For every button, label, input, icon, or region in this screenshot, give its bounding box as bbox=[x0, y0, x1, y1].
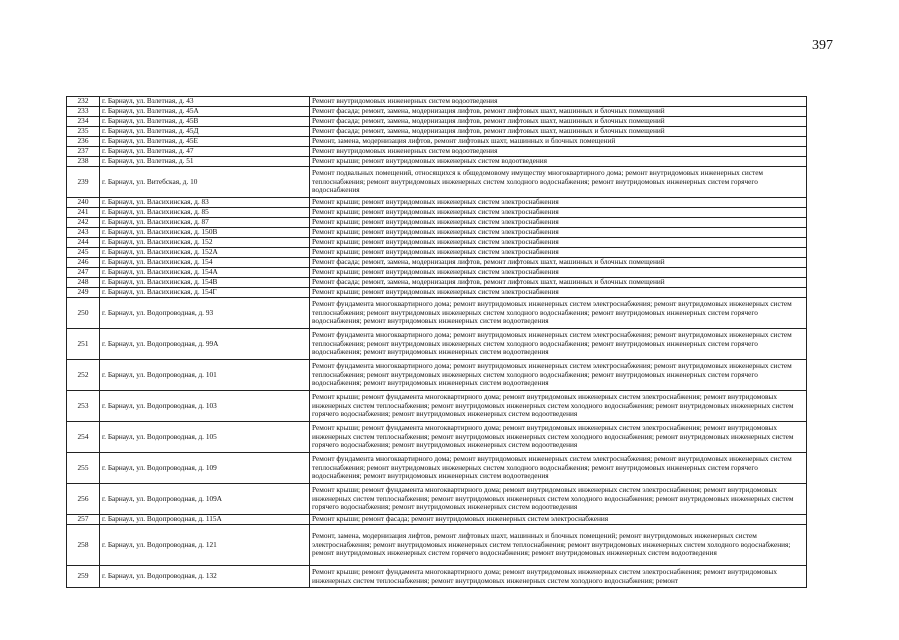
address-cell: г. Барнаул, ул. Взлетная, д. 45Е bbox=[100, 137, 310, 147]
row-number-cell: 235 bbox=[67, 127, 100, 137]
row-number-cell: 256 bbox=[67, 484, 100, 515]
address-cell: г. Барнаул, ул. Водопроводная, д. 121 bbox=[100, 525, 310, 566]
works-cell: Ремонт фасада; ремонт, замена, модернизация лифтов, ремонт лифтовых шахт, машинных и блочных помещений bbox=[310, 258, 807, 268]
table-row bbox=[67, 391, 807, 422]
works-cell: Ремонт крыши; ремонт внутридомовых инженерных систем электроснабжения bbox=[310, 268, 807, 278]
address-cell: г. Барнаул, ул. Водопроводная, д. 132 bbox=[100, 566, 310, 588]
table-row bbox=[67, 288, 807, 298]
address-cell: г. Барнаул, ул. Водопроводная, д. 115А bbox=[100, 515, 310, 525]
works-cell: Ремонт внутридомовых инженерных систем водоотведения bbox=[310, 97, 807, 107]
table-row bbox=[67, 248, 807, 258]
row-number-cell: 234 bbox=[67, 117, 100, 127]
table-row bbox=[67, 422, 807, 453]
address-cell: г. Барнаул, ул. Водопроводная, д. 109 bbox=[100, 453, 310, 484]
address-cell: г. Барнаул, ул. Взлетная, д. 45А bbox=[100, 107, 310, 117]
address-cell: г. Барнаул, ул. Водопроводная, д. 109А bbox=[100, 484, 310, 515]
works-cell: Ремонт фундамента многоквартирного дома; ремонт внутридомовых инженерных систем электроснабжения; ремонт внутридомовых инженерных систем теплоснабжения; ремонт внутридомовых инженерных систем холодного водоснабжения; ремонт внутридомовых инженерных систем горячего водоснабжения; ремонт внутридомовых инженерных систем водоотведения bbox=[310, 329, 807, 360]
row-number-cell: 239 bbox=[67, 167, 100, 198]
address-cell: г. Барнаул, ул. Власихинская, д. 154А bbox=[100, 268, 310, 278]
works-cell: Ремонт фасада; ремонт, замена, модернизация лифтов, ремонт лифтовых шахт, машинных и блочных помещений bbox=[310, 127, 807, 137]
works-cell: Ремонт крыши; ремонт фундамента многоквартирного дома; ремонт внутридомовых инженерных систем электроснабжения; ремонт внутридомовых инженерных систем теплоснабжения; ремонт внутридомовых инженерных систем холодного водоснабжения; ремонт bbox=[310, 566, 807, 588]
row-number-cell: 243 bbox=[67, 228, 100, 238]
row-number-cell: 236 bbox=[67, 137, 100, 147]
table-row bbox=[67, 157, 807, 167]
address-cell: г. Барнаул, ул. Власихинская, д. 150В bbox=[100, 228, 310, 238]
table-row bbox=[67, 198, 807, 208]
page-number: 397 bbox=[812, 38, 833, 53]
works-cell: Ремонт крыши; ремонт фундамента многоквартирного дома; ремонт внутридомовых инженерных систем электроснабжения; ремонт внутридомовых инженерных систем теплоснабжения; ремонт внутридомовых инженерных систем холодного водоснабжения; ремонт внутридомовых инженерных систем горячего водоснабжения; ремонт внутридомовых инженерных систем водоотведения bbox=[310, 391, 807, 422]
table-row bbox=[67, 127, 807, 137]
table-row bbox=[67, 218, 807, 228]
works-cell: Ремонт внутридомовых инженерных систем водоотведения bbox=[310, 147, 807, 157]
address-cell: г. Барнаул, ул. Взлетная, д. 51 bbox=[100, 157, 310, 167]
table-body bbox=[67, 97, 807, 588]
row-number-cell: 258 bbox=[67, 525, 100, 566]
row-number-cell: 240 bbox=[67, 198, 100, 208]
address-cell: г. Барнаул, ул. Водопроводная, д. 93 bbox=[100, 298, 310, 329]
address-cell: г. Барнаул, ул. Власихинская, д. 154В bbox=[100, 278, 310, 288]
row-number-cell: 247 bbox=[67, 268, 100, 278]
table-row bbox=[67, 360, 807, 391]
works-cell: Ремонт фасада; ремонт, замена, модернизация лифтов, ремонт лифтовых шахт, машинных и блочных помещений bbox=[310, 278, 807, 288]
row-number-cell: 253 bbox=[67, 391, 100, 422]
table-row bbox=[67, 278, 807, 288]
table-row bbox=[67, 515, 807, 525]
address-cell: г. Барнаул, ул. Взлетная, д. 43 bbox=[100, 97, 310, 107]
row-number-cell: 232 bbox=[67, 97, 100, 107]
table-row bbox=[67, 228, 807, 238]
table-row bbox=[67, 107, 807, 117]
address-cell: г. Барнаул, ул. Власихинская, д. 154 bbox=[100, 258, 310, 268]
table-row bbox=[67, 167, 807, 198]
works-cell: Ремонт, замена, модернизация лифтов, ремонт лифтовых шахт, машинных и блочных помещений bbox=[310, 137, 807, 147]
table-row bbox=[67, 484, 807, 515]
address-cell: г. Барнаул, ул. Власихинская, д. 85 bbox=[100, 208, 310, 218]
row-number-cell: 252 bbox=[67, 360, 100, 391]
works-cell: Ремонт крыши; ремонт внутридомовых инженерных систем электроснабжения bbox=[310, 288, 807, 298]
row-number-cell: 255 bbox=[67, 453, 100, 484]
address-cell: г. Барнаул, ул. Витебская, д. 10 bbox=[100, 167, 310, 198]
works-cell: Ремонт крыши; ремонт внутридомовых инженерных систем электроснабжения bbox=[310, 208, 807, 218]
works-cell: Ремонт крыши; ремонт внутридомовых инженерных систем электроснабжения bbox=[310, 238, 807, 248]
table-row bbox=[67, 147, 807, 157]
works-cell: Ремонт крыши; ремонт внутридомовых инженерных систем электроснабжения bbox=[310, 228, 807, 238]
table-row bbox=[67, 238, 807, 248]
address-cell: г. Барнаул, ул. Власихинская, д. 152А bbox=[100, 248, 310, 258]
works-cell: Ремонт фундамента многоквартирного дома; ремонт внутридомовых инженерных систем электроснабжения; ремонт внутридомовых инженерных систем теплоснабжения; ремонт внутридомовых инженерных систем холодного водоснабжения; ремонт внутридомовых инженерных систем горячего водоснабжения; ремонт внутридомовых инженерных систем водоотведения bbox=[310, 360, 807, 391]
table-row bbox=[67, 117, 807, 127]
table-row bbox=[67, 525, 807, 566]
works-cell: Ремонт крыши; ремонт внутридомовых инженерных систем электроснабжения bbox=[310, 218, 807, 228]
table-row bbox=[67, 258, 807, 268]
table-row bbox=[67, 329, 807, 360]
row-number-cell: 249 bbox=[67, 288, 100, 298]
row-number-cell: 242 bbox=[67, 218, 100, 228]
row-number-cell: 245 bbox=[67, 248, 100, 258]
address-cell: г. Барнаул, ул. Взлетная, д. 45Д bbox=[100, 127, 310, 137]
address-cell: г. Барнаул, ул. Водопроводная, д. 103 bbox=[100, 391, 310, 422]
row-number-cell: 246 bbox=[67, 258, 100, 268]
row-number-cell: 248 bbox=[67, 278, 100, 288]
address-cell: г. Барнаул, ул. Власихинская, д. 152 bbox=[100, 238, 310, 248]
row-number-cell: 241 bbox=[67, 208, 100, 218]
table-row bbox=[67, 97, 807, 107]
works-cell: Ремонт крыши; ремонт внутридомовых инженерных систем электроснабжения bbox=[310, 248, 807, 258]
table-row bbox=[67, 208, 807, 218]
works-cell: Ремонт крыши; ремонт фундамента многоквартирного дома; ремонт внутридомовых инженерных систем электроснабжения; ремонт внутридомовых инженерных систем теплоснабжения; ремонт внутридомовых инженерных систем холодного водоснабжения; ремонт внутридомовых инженерных систем горячего водоснабжения; ремонт внутридомовых инженерных систем водоотведения bbox=[310, 422, 807, 453]
address-cell: г. Барнаул, ул. Водопроводная, д. 99А bbox=[100, 329, 310, 360]
row-number-cell: 238 bbox=[67, 157, 100, 167]
address-cell: г. Барнаул, ул. Водопроводная, д. 105 bbox=[100, 422, 310, 453]
row-number-cell: 259 bbox=[67, 566, 100, 588]
row-number-cell: 257 bbox=[67, 515, 100, 525]
works-cell: Ремонт подвальных помещений, относящихся к общедомовому имуществу многоквартирного дома; ремонт внутридомовых инженерных систем теплоснабжения; ремонт внутридомовых инженерных систем холодного водоснабжения; ремонт внутридомовых инженерных систем горячего водоснабжения bbox=[310, 167, 807, 198]
works-cell: Ремонт фасада; ремонт, замена, модернизация лифтов, ремонт лифтовых шахт, машинных и блочных помещений bbox=[310, 117, 807, 127]
row-number-cell: 254 bbox=[67, 422, 100, 453]
works-cell: Ремонт фундамента многоквартирного дома; ремонт внутридомовых инженерных систем электроснабжения; ремонт внутридомовых инженерных систем теплоснабжения; ремонт внутридомовых инженерных систем холодного водоснабжения; ремонт внутридомовых инженерных систем горячего водоснабжения; ремонт внутридомовых инженерных систем водоотведения bbox=[310, 453, 807, 484]
table-row bbox=[67, 453, 807, 484]
works-cell: Ремонт крыши; ремонт внутридомовых инженерных систем водоотведения bbox=[310, 157, 807, 167]
works-cell: Ремонт крыши; ремонт фасада; ремонт внутридомовых инженерных систем электроснабжения bbox=[310, 515, 807, 525]
works-cell: Ремонт крыши; ремонт фундамента многоквартирного дома; ремонт внутридомовых инженерных систем электроснабжения; ремонт внутридомовых инженерных систем теплоснабжения; ремонт внутридомовых инженерных систем холодного водоснабжения; ремонт внутридомовых инженерных систем горячего водоснабжения; ремонт внутридомовых инженерных систем водоотведения bbox=[310, 484, 807, 515]
address-cell: г. Барнаул, ул. Власихинская, д. 154Г bbox=[100, 288, 310, 298]
table-row bbox=[67, 268, 807, 278]
table-row bbox=[67, 298, 807, 329]
table-row bbox=[67, 137, 807, 147]
works-cell: Ремонт, замена, модернизация лифтов, ремонт лифтовых шахт, машинных и блочных помещений; ремонт внутридомовых инженерных систем электроснабжения; ремонт внутридомовых инженерных систем теплоснабжения; ремонт внутридомовых инженерных систем холодного водоснабжения; ремонт внутридомовых инженерных систем горячего водоснабжения; ремонт внутридомовых инженерных систем водоотведения bbox=[310, 525, 807, 566]
repair-works-table bbox=[66, 96, 807, 588]
table-row bbox=[67, 566, 807, 588]
works-cell: Ремонт крыши; ремонт внутридомовых инженерных систем электроснабжения bbox=[310, 198, 807, 208]
works-cell: Ремонт фундамента многоквартирного дома; ремонт внутридомовых инженерных систем электроснабжения; ремонт внутридомовых инженерных систем теплоснабжения; ремонт внутридомовых инженерных систем холодного водоснабжения; ремонт внутридомовых инженерных систем горячего водоснабжения; ремонт внутридомовых инженерных систем водоотведения bbox=[310, 298, 807, 329]
address-cell: г. Барнаул, ул. Водопроводная, д. 101 bbox=[100, 360, 310, 391]
address-cell: г. Барнаул, ул. Взлетная, д. 45В bbox=[100, 117, 310, 127]
row-number-cell: 237 bbox=[67, 147, 100, 157]
address-cell: г. Барнаул, ул. Взлетная, д. 47 bbox=[100, 147, 310, 157]
row-number-cell: 251 bbox=[67, 329, 100, 360]
row-number-cell: 233 bbox=[67, 107, 100, 117]
works-cell: Ремонт фасада; ремонт, замена, модернизация лифтов, ремонт лифтовых шахт, машинных и блочных помещений bbox=[310, 107, 807, 117]
row-number-cell: 250 bbox=[67, 298, 100, 329]
row-number-cell: 244 bbox=[67, 238, 100, 248]
address-cell: г. Барнаул, ул. Власихинская, д. 87 bbox=[100, 218, 310, 228]
address-cell: г. Барнаул, ул. Власихинская, д. 83 bbox=[100, 198, 310, 208]
